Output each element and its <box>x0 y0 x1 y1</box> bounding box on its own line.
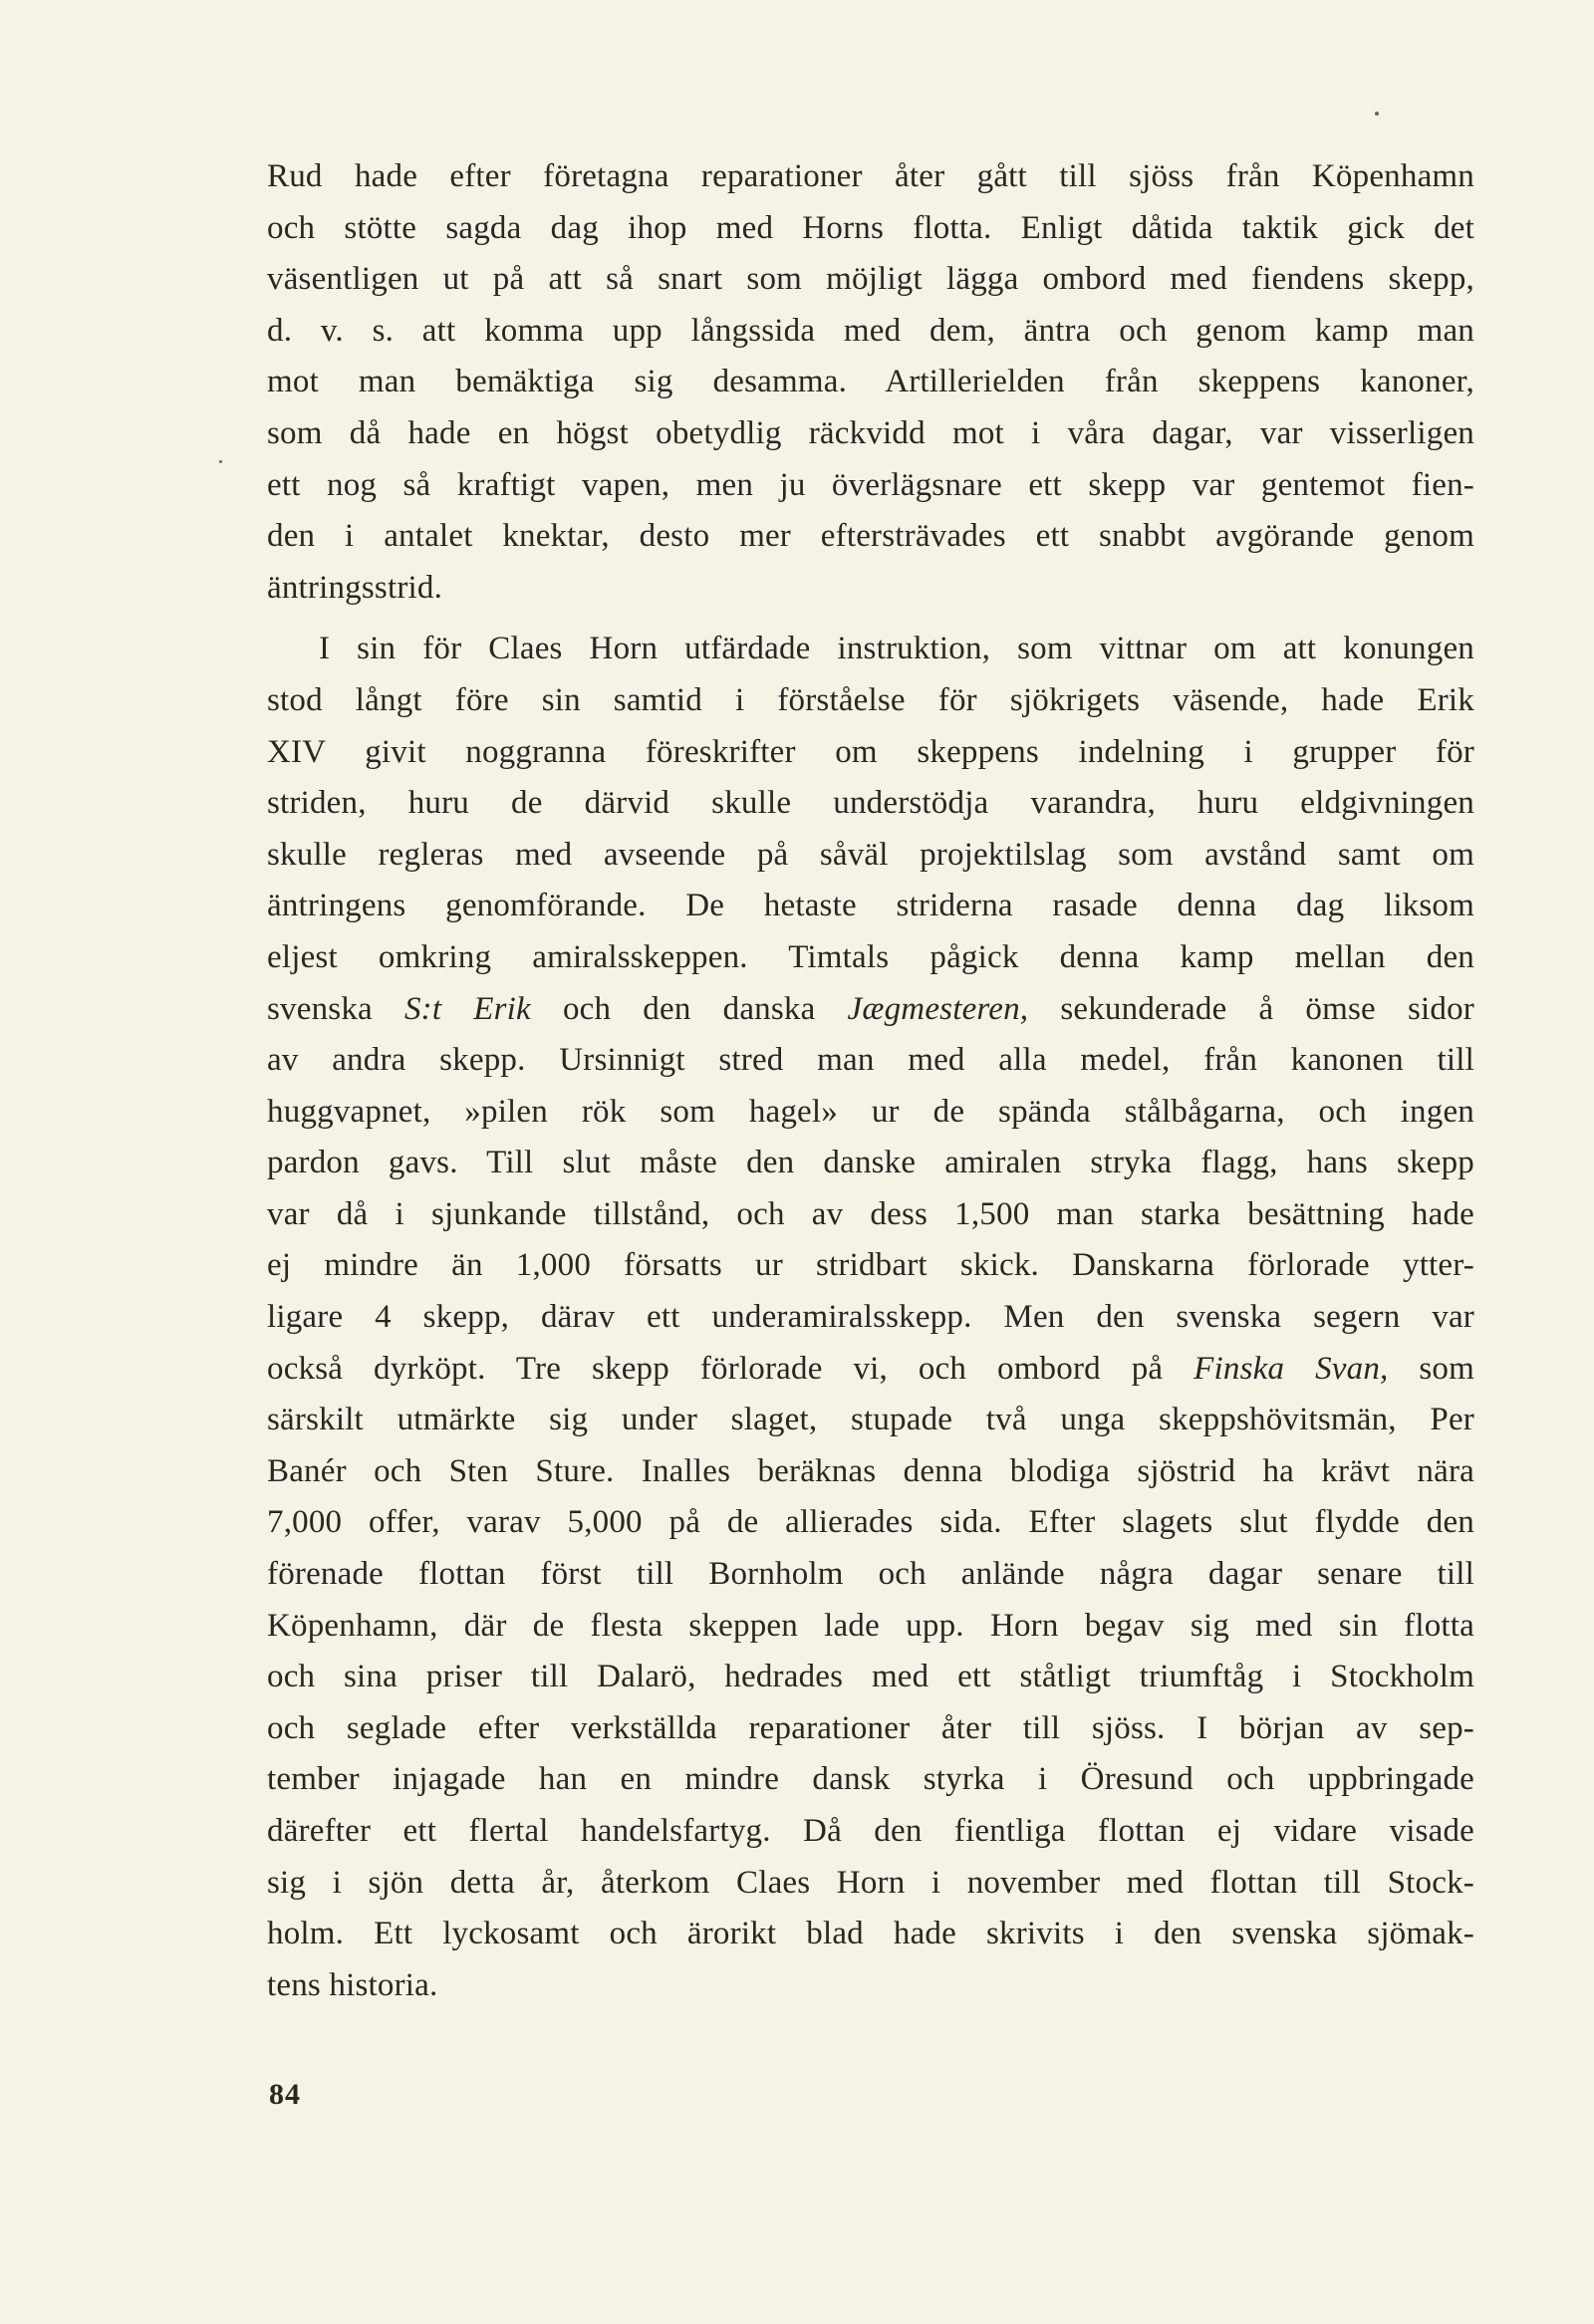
text-line: stod långt före sin samtid i förståelse för sjökrigets väsende, hade Erik <box>267 681 1474 718</box>
text-segment: som <box>1388 1350 1474 1387</box>
text-line: Rud hade efter företagna reparationer åter gått till sjöss från Köpenhamn <box>267 158 1474 194</box>
text-line: ett nog så kraftigt vapen, men ju överlägsnare ett skepp var gentemot fien- <box>267 466 1474 503</box>
text-line: som då hade en högst obetydlig räckvidd mot i våra dagar, var visserligen <box>267 414 1474 451</box>
ship-name: Jægmesteren, <box>847 990 1029 1027</box>
text-line: huggvapnet, »pilen rök som hagel» ur de spända stålbågarna, och ingen <box>267 1093 1474 1130</box>
text-line <box>267 1344 1474 1396</box>
text-line: väsentligen ut på att så snart som möjligt lägga ombord med fiendens skepp, <box>267 261 1474 298</box>
text-line: mot man bemäktiga sig desamma. Artillerielden från skeppens kanoner, <box>267 364 1474 400</box>
text-line: var då i sjunkande tillstånd, och av dess 1,500 man starka besättning hade <box>267 1195 1474 1232</box>
text-line <box>267 984 1474 1036</box>
text-line: tens historia. <box>267 1966 438 2003</box>
text-line: Banér och Sten Sture. Inalles beräknas denna blodiga sjöstrid ha krävt nära <box>267 1452 1474 1489</box>
ship-name: Finska Svan, <box>1194 1350 1389 1387</box>
text-line: eljest omkring amiralsskeppen. Timtals pågick denna kamp mellan den <box>267 938 1474 975</box>
text-line: ej mindre än 1,000 försatts ur stridbart skick. Danskarna förlorade ytter- <box>267 1247 1474 1284</box>
text-line: 7,000 offer, varav 5,000 på de allierades sida. Efter slagets slut flydde den <box>267 1504 1474 1541</box>
ink-speck <box>219 460 222 463</box>
text-line: förenade flottan först till Bornholm och anlände några dagar senare till <box>267 1556 1474 1593</box>
text-line: skulle regleras med avseende på såväl projektilslag som avstånd samt om <box>267 836 1474 873</box>
ship-name: S:t Erik <box>403 990 531 1027</box>
text-line: och stötte sagda dag ihop med Horns flotta. Enligt dåtida taktik gick det <box>267 209 1474 246</box>
text-segment: svenska <box>267 990 404 1027</box>
text-line: d. v. s. att komma upp långssida med dem, äntra och genom kamp man <box>267 312 1474 349</box>
text-line: Köpenhamn, där de flesta skeppen lade upp. Horn begav sig med sin flotta <box>267 1607 1474 1644</box>
text-line: och seglade efter verkställda reparationer åter till sjöss. I början av sep- <box>267 1709 1474 1746</box>
body-text <box>267 151 1474 2011</box>
text-line: äntringens genomförande. De hetaste striderna rasade denna dag liksom <box>267 888 1474 924</box>
page-number: 84 <box>269 2078 301 2111</box>
text-line: tember injagade han en mindre dansk styrka i Öresund och uppbringade <box>267 1761 1474 1798</box>
text-line: särskilt utmärkte sig under slaget, stupade två unga skeppshövitsmän, Per <box>267 1402 1474 1438</box>
paragraph <box>267 151 1474 614</box>
text-segment: och den danska <box>530 990 848 1027</box>
ink-speck <box>1375 112 1379 116</box>
text-line: pardon gavs. Till slut måste den danske amiralen stryka flagg, hans skepp <box>267 1145 1474 1181</box>
text-line: I sin för Claes Horn utfärdade instruktion, som vittnar om att konungen <box>319 631 1474 667</box>
text-line: äntringsstrid. <box>267 569 443 606</box>
text-segment: också dyrköpt. Tre skepp förlorade vi, och ombord på <box>267 1350 1195 1387</box>
text-segment: sekunderade å ömse sidor <box>1028 990 1474 1027</box>
paragraph <box>267 624 1474 2011</box>
text-line: sig i sjön detta år, återkom Claes Horn i november med flottan till Stock- <box>267 1864 1474 1901</box>
text-line: den i antalet knektar, desto mer eftersträvades ett snabbt avgörande genom <box>267 518 1474 555</box>
text-line: XIV givit noggranna föreskrifter om skeppens indelning i grupper för <box>267 733 1474 770</box>
text-line: av andra skepp. Ursinnigt stred man med alla medel, från kanonen till <box>267 1042 1474 1079</box>
text-line: ligare 4 skepp, därav ett underamiralsskepp. Men den svenska segern var <box>267 1299 1474 1336</box>
text-line: och sina priser till Dalarö, hedrades med ett ståtligt triumftåg i Stockholm <box>267 1659 1474 1695</box>
text-line: striden, huru de därvid skulle understödja varandra, huru eldgivningen <box>267 785 1474 822</box>
text-line: därefter ett flertal handelsfartyg. Då den fientliga flottan ej vidare visade <box>267 1813 1474 1849</box>
text-line: holm. Ett lyckosamt och ärorikt blad hade skrivits i den svenska sjömak- <box>267 1916 1474 1952</box>
